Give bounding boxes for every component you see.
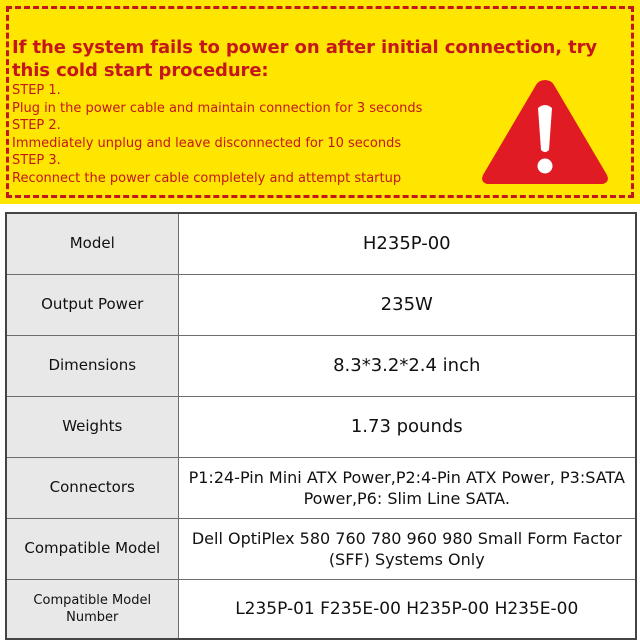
step-3-label: STEP 3. xyxy=(12,153,61,169)
spec-value-compatible-model: Dell OptiPlex 580 760 780 960 980 Small Form Factor (SFF) Systems Only xyxy=(178,518,636,579)
spec-value-output-power: 235W xyxy=(178,274,636,335)
spec-row-dimensions xyxy=(6,335,636,396)
step-2-text: Immediately unplug and leave disconnected for 10 seconds xyxy=(12,135,402,151)
spec-label-model: Model xyxy=(6,213,178,274)
spec-label-dimensions: Dimensions xyxy=(6,335,178,396)
spec-label-weights: Weights xyxy=(6,396,178,457)
spec-value-compatible-model-number: L235P-01 F235E-00 H235P-00 H235E-00 xyxy=(178,579,636,639)
spec-value-model: H235P-00 xyxy=(178,213,636,274)
spec-row-compatible-model-number xyxy=(6,579,636,639)
spec-row-compatible-model xyxy=(6,518,636,579)
step-1-label: STEP 1. xyxy=(12,83,61,98)
spec-row-weights xyxy=(6,396,636,457)
warning-title: If the system fails to power on after initial connection, try this cold start procedure: xyxy=(12,37,598,81)
spec-table xyxy=(5,212,637,640)
spec-value-weights: 1.73 pounds xyxy=(178,396,636,457)
step-2-label: STEP 2. xyxy=(12,118,61,134)
spec-label-compatible-model-number: Compatible Model Number xyxy=(6,579,178,639)
step-1-text: Plug in the power cable and maintain connection for 3 seconds xyxy=(12,100,423,116)
spec-label-connectors: Connectors xyxy=(6,457,178,518)
spec-row-output-power xyxy=(6,274,636,335)
warning-panel xyxy=(0,0,640,204)
step-3-text: Reconnect the power cable completely and attempt startup xyxy=(12,170,402,186)
spec-label-output-power: Output Power xyxy=(6,274,178,335)
spec-value-dimensions: 8.3*3.2*2.4 inch xyxy=(178,335,636,396)
spec-row-model xyxy=(6,213,636,274)
spec-label-compatible-model: Compatible Model xyxy=(6,518,178,579)
warning-triangle-icon xyxy=(478,74,612,190)
spec-value-connectors: P1:24-Pin Mini ATX Power,P2:4-Pin ATX Power, P3:SATA Power,P6: Slim Line SATA. xyxy=(178,457,636,518)
spec-row-connectors xyxy=(6,457,636,518)
